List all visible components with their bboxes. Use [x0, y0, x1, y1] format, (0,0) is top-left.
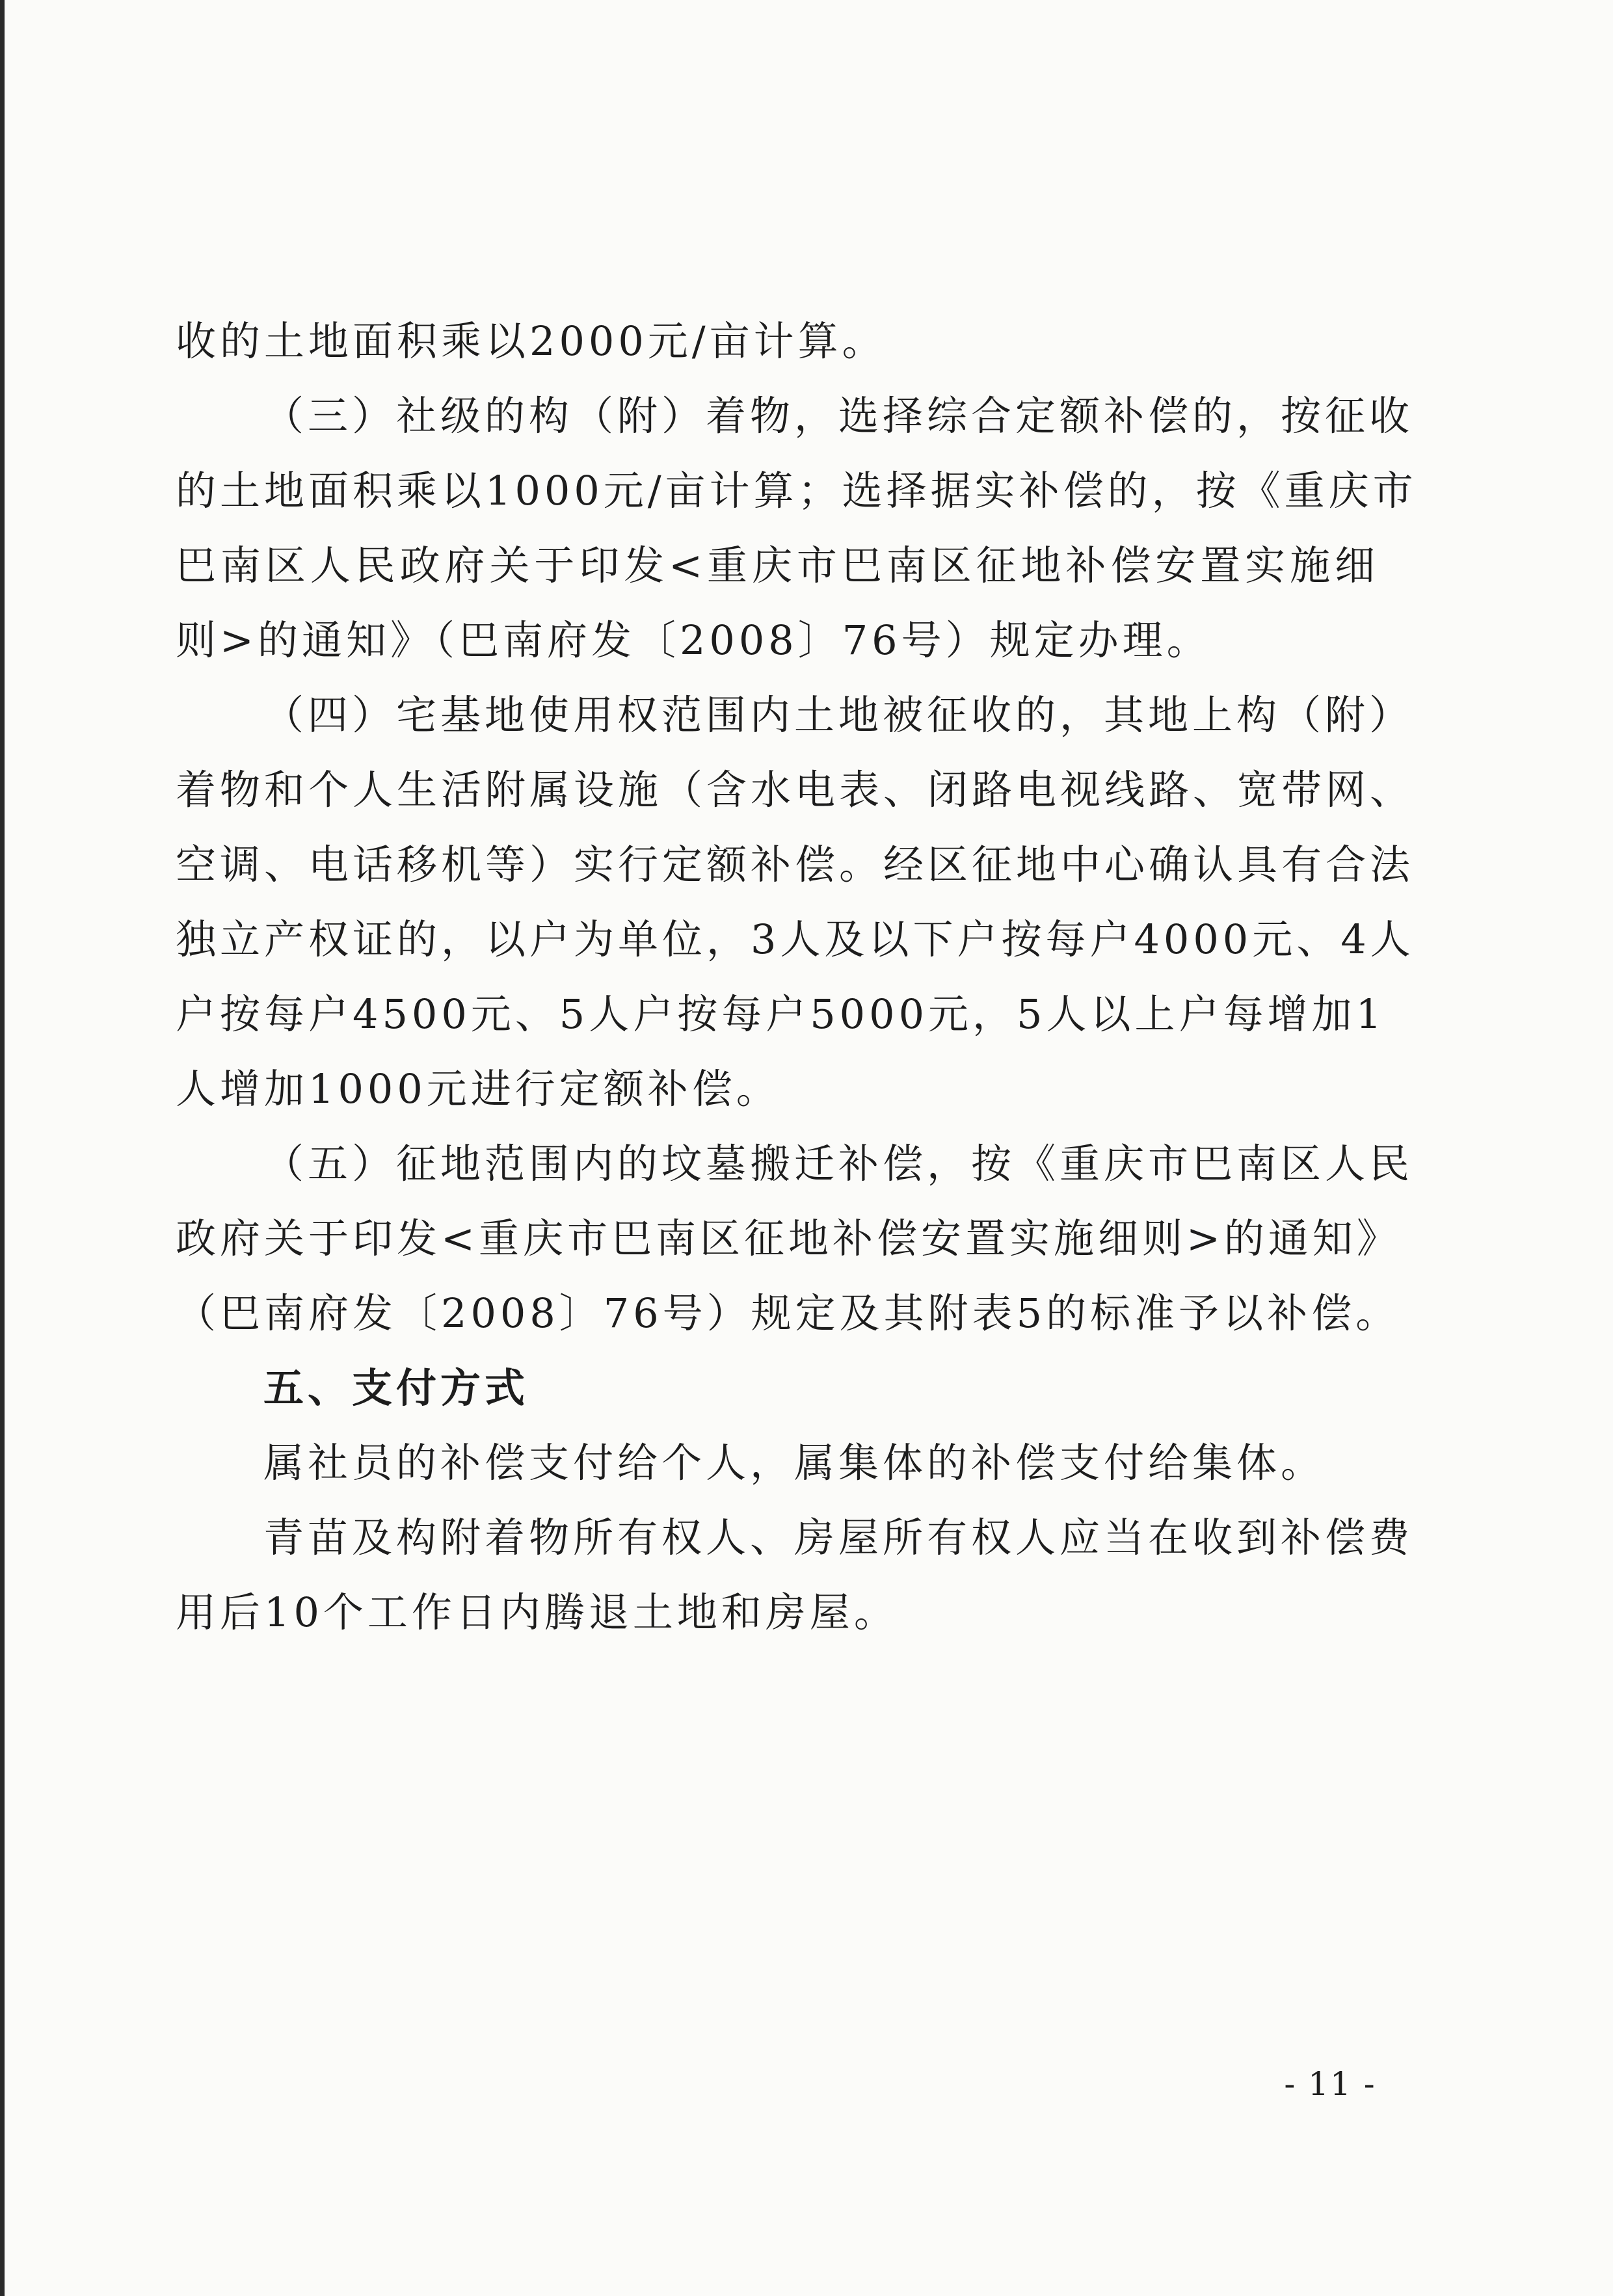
page-number: - 11 - [1284, 2065, 1376, 2103]
text-line: 独立产权证的，以户为单位，3人及以下户按每户4000元、4人 [176, 916, 1415, 963]
text-line: 用后10个工作日内腾退土地和房屋。 [176, 1589, 898, 1636]
text-line: 着物和个人生活附属设施（含水电表、闭路电视线路、宽带网、 [176, 766, 1415, 813]
text-line: （四）宅基地使用权范围内土地被征收的，其地上构（附） [263, 691, 1414, 739]
text-line: （三）社级的构（附）着物，选择综合定额补偿的，按征收 [263, 392, 1414, 440]
text-line: （巴南府发〔2008〕76号）规定及其附表5的标准予以补偿。 [176, 1289, 1400, 1337]
text-line: 的土地面积乘以1000元/亩计算；选择据实补偿的，按《重庆市 [176, 467, 1417, 514]
text-line: 青苗及构附着物所有权人、房屋所有权人应当在收到补偿费 [263, 1514, 1414, 1561]
section-heading: 五、支付方式 [263, 1364, 529, 1412]
text-line: 则>的通知》（巴南府发〔2008〕76号）规定办理。 [176, 616, 1211, 664]
text-line: 属社员的补偿支付给个人，属集体的补偿支付给集体。 [263, 1439, 1326, 1486]
text-line: 人增加1000元进行定额补偿。 [176, 1065, 780, 1113]
text-line: （五）征地范围内的坟墓搬迁补偿，按《重庆市巴南区人民 [263, 1140, 1414, 1187]
text-line: 巴南区人民政府关于印发<重庆市巴南区征地补偿安置实施细 [176, 542, 1379, 589]
text-line: 政府关于印发<重庆市巴南区征地补偿安置实施细则>的通知》 [176, 1215, 1401, 1262]
text-line: 户按每户4500元、5人户按每户5000元，5人以上户每增加1 [176, 990, 1385, 1038]
text-line: 空调、电话移机等）实行定额补偿。经区征地中心确认具有合法 [176, 841, 1415, 888]
text-line: 收的土地面积乘以2000元/亩计算。 [176, 317, 886, 365]
